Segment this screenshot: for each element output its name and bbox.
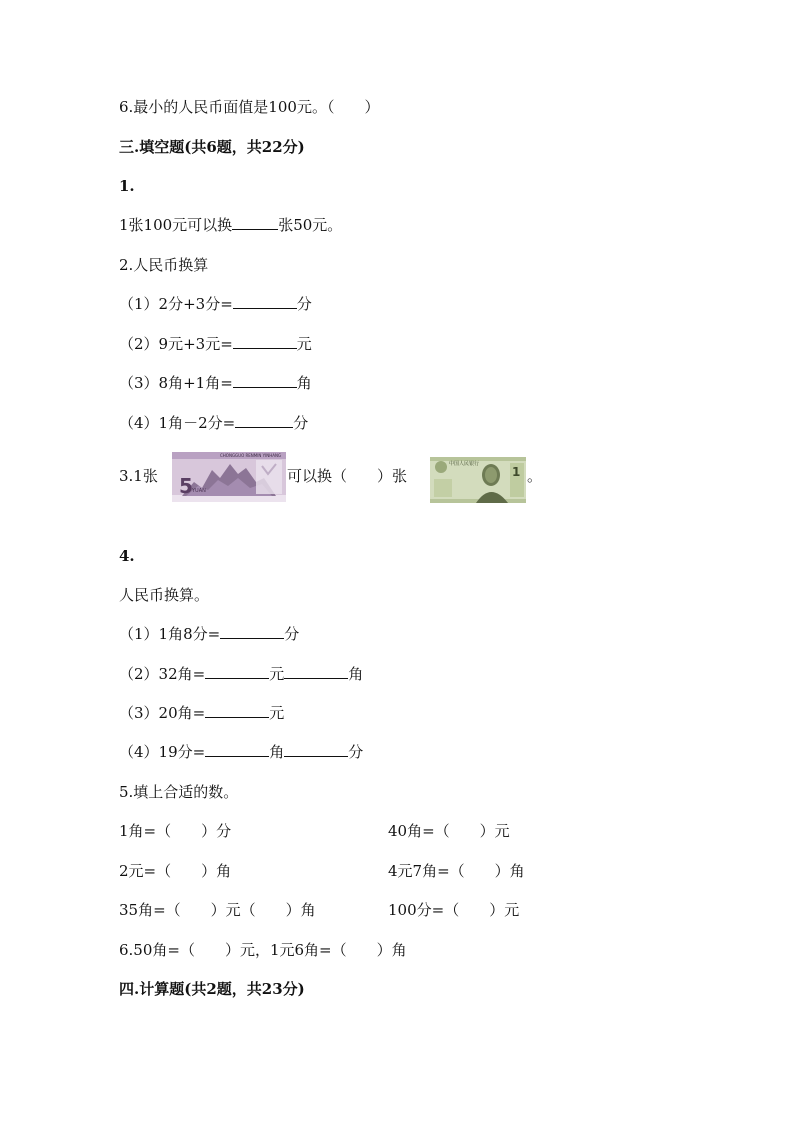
q4-number: 4. [119, 547, 135, 565]
q2-item-1-prefix: （1）2分+3分= [119, 295, 233, 313]
one-yuan-bank-text: 中国人民银行 [449, 461, 480, 467]
q2-title: 2.人民币换算 [119, 256, 209, 274]
q4-title: 人民币换算。 [119, 586, 210, 604]
q4-item-3-blank[interactable] [205, 703, 269, 718]
q2-item-2-blank[interactable] [233, 334, 297, 349]
q4-item-4-blank-2[interactable] [284, 742, 348, 757]
q4-item-3-b: 元 [269, 704, 285, 722]
q2-item-3 [119, 373, 312, 393]
q4-item-2-a: （2）32角= [119, 665, 206, 683]
prev-question-6: 6.最小的人民币面值是100元。（ ） [119, 98, 380, 116]
q2-item-4-blank[interactable] [235, 413, 293, 428]
q6-text: 6.50角=（ ）元，1元6角=（ ）角 [119, 941, 407, 959]
one-yuan-denomination: 1 [512, 465, 521, 479]
q1-blank[interactable] [232, 215, 278, 230]
q4-item-4-blank-1[interactable] [205, 742, 269, 757]
q4-item-1-a: （1）1角8分= [119, 625, 221, 643]
q4-item-1 [119, 624, 299, 644]
q2-item-2-prefix: （2）9元+3元= [119, 335, 233, 353]
q4-item-2-b: 元 [269, 665, 285, 683]
q1-number: 1. [119, 177, 135, 195]
q5-title: 5.填上合适的数。 [119, 783, 239, 801]
q2-item-2-suffix: 元 [296, 335, 312, 353]
q2-item-3-prefix: （3）8角+1角= [119, 374, 233, 392]
q2-item-3-blank[interactable] [233, 373, 297, 388]
five-yuan-denomination: 5 [179, 474, 193, 498]
q5-row-3-right: 100分=（ ）元 [388, 901, 520, 919]
q2-item-1-blank[interactable] [233, 294, 297, 309]
section-4-heading: 四.计算题(共2题，共23分) [119, 980, 305, 998]
five-yuan-unit: YUAN [192, 488, 206, 494]
q4-item-2-blank-1[interactable] [205, 664, 269, 679]
q2-item-4 [119, 413, 308, 433]
one-yuan-note-image [430, 457, 526, 503]
q4-item-1-blank[interactable] [220, 624, 284, 639]
q5-row-2-left: 2元=（ ）角 [119, 862, 232, 880]
q1-text-b: 张50元。 [278, 216, 343, 234]
q2-item-4-suffix: 分 [293, 414, 309, 432]
q2-item-1-suffix: 分 [296, 295, 312, 313]
q4-item-4 [119, 742, 363, 762]
q4-item-3-a: （3）20角= [119, 704, 206, 722]
q2-item-3-suffix: 角 [296, 374, 312, 392]
q5-row-3-left: 35角=（ ）元（ ）角 [119, 901, 316, 919]
q4-item-2 [119, 664, 363, 684]
five-yuan-note-image [172, 452, 286, 502]
section-3-heading: 三.填空题(共6题，共22分) [119, 138, 305, 156]
q4-item-4-b: 角 [269, 743, 285, 761]
q1-text [119, 215, 342, 235]
q5-row-1-left: 1角=（ ）分 [119, 822, 232, 840]
q5-row-1-right: 40角=（ ）元 [388, 822, 510, 840]
q1-text-a: 1张100元可以换 [119, 216, 233, 234]
q2-item-4-prefix: （4）1角－2分= [119, 414, 236, 432]
q4-item-1-b: 分 [284, 625, 300, 643]
q3-text-b: 可以换（ ）张 [287, 467, 408, 485]
q2-item-1 [119, 294, 312, 314]
q2-item-2 [119, 334, 312, 354]
q4-item-3 [119, 703, 284, 723]
q4-item-2-c: 角 [348, 665, 364, 683]
five-yuan-bank-text: CHONGGUO RENMIN YINHANG [220, 453, 282, 458]
q3-text-a: 3.1张 [119, 467, 158, 485]
q4-item-4-a: （4）19分= [119, 743, 206, 761]
q3-text-c: 。 [527, 467, 543, 485]
q4-item-2-blank-2[interactable] [284, 664, 348, 679]
q5-row-2-right: 4元7角=（ ）角 [388, 862, 525, 880]
q4-item-4-c: 分 [348, 743, 364, 761]
